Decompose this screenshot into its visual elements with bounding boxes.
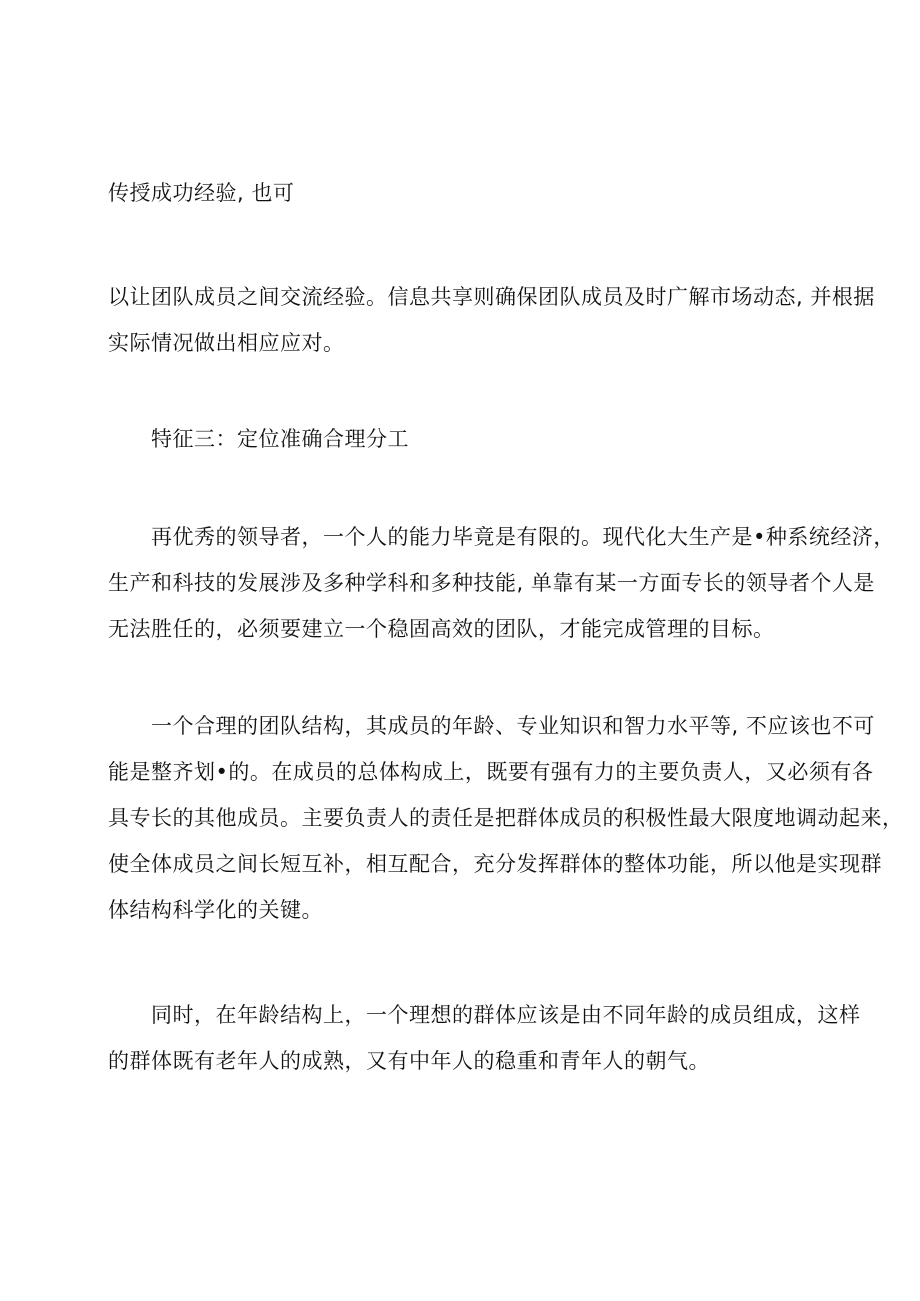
- text-line: 生产和科技的发展涉及多种学科和多种技能, 单靠有某一方面专长的领导者个人是: [108, 571, 875, 595]
- paragraph-2: [108, 703, 904, 933]
- text-line: 使全体成员之间长短互补，相互配合，充分发挥群体的整体功能，所以他是实现群: [108, 852, 882, 876]
- text-line: 具专长的其他成员。主要负责人的责任是把群体成员的积极性最大限度地调动起来，: [108, 806, 904, 830]
- text-line: 一个合理的团队结构，其成员的年龄、专业知识和智力水平等, 不应该也不可: [151, 714, 875, 738]
- text-fragment: [108, 170, 828, 216]
- text-line: 能是整齐划•的。在成员的总体构成上，既要有强有力的主要负责人，又必须有各: [108, 760, 874, 784]
- text-line: 再优秀的领导者，一个人的能力毕竟是有限的。现代化大生产是•种系统经济，: [151, 525, 895, 549]
- section-heading: [108, 416, 828, 462]
- text-line: 传授成功经验, 也可: [108, 181, 295, 205]
- text-line: 以让团队成员之间交流经验。信息共享则确保团队成员及时广解市场动态, 并根据: [108, 285, 875, 309]
- text-line: 实际情况做出相应应对。: [108, 331, 345, 355]
- text-line: 同时，在年龄结构上，一个理想的群体应该是由不同年龄的成员组成，这样: [151, 1003, 861, 1027]
- paragraph-1: [108, 514, 895, 652]
- text-line: 无法胜任的，必须要建立一个稳固高效的团队，才能完成管理的目标。: [108, 617, 775, 641]
- paragraph-3: [108, 992, 861, 1084]
- text-line: 体结构科学化的关键。: [108, 898, 323, 922]
- paragraph-continuation: [108, 274, 875, 366]
- text-line: 的群体既有老年人的成熟，又有中年人的稳重和青年人的朝气。: [108, 1049, 710, 1073]
- heading-text: 特征三：定位准确合理分工: [151, 427, 409, 451]
